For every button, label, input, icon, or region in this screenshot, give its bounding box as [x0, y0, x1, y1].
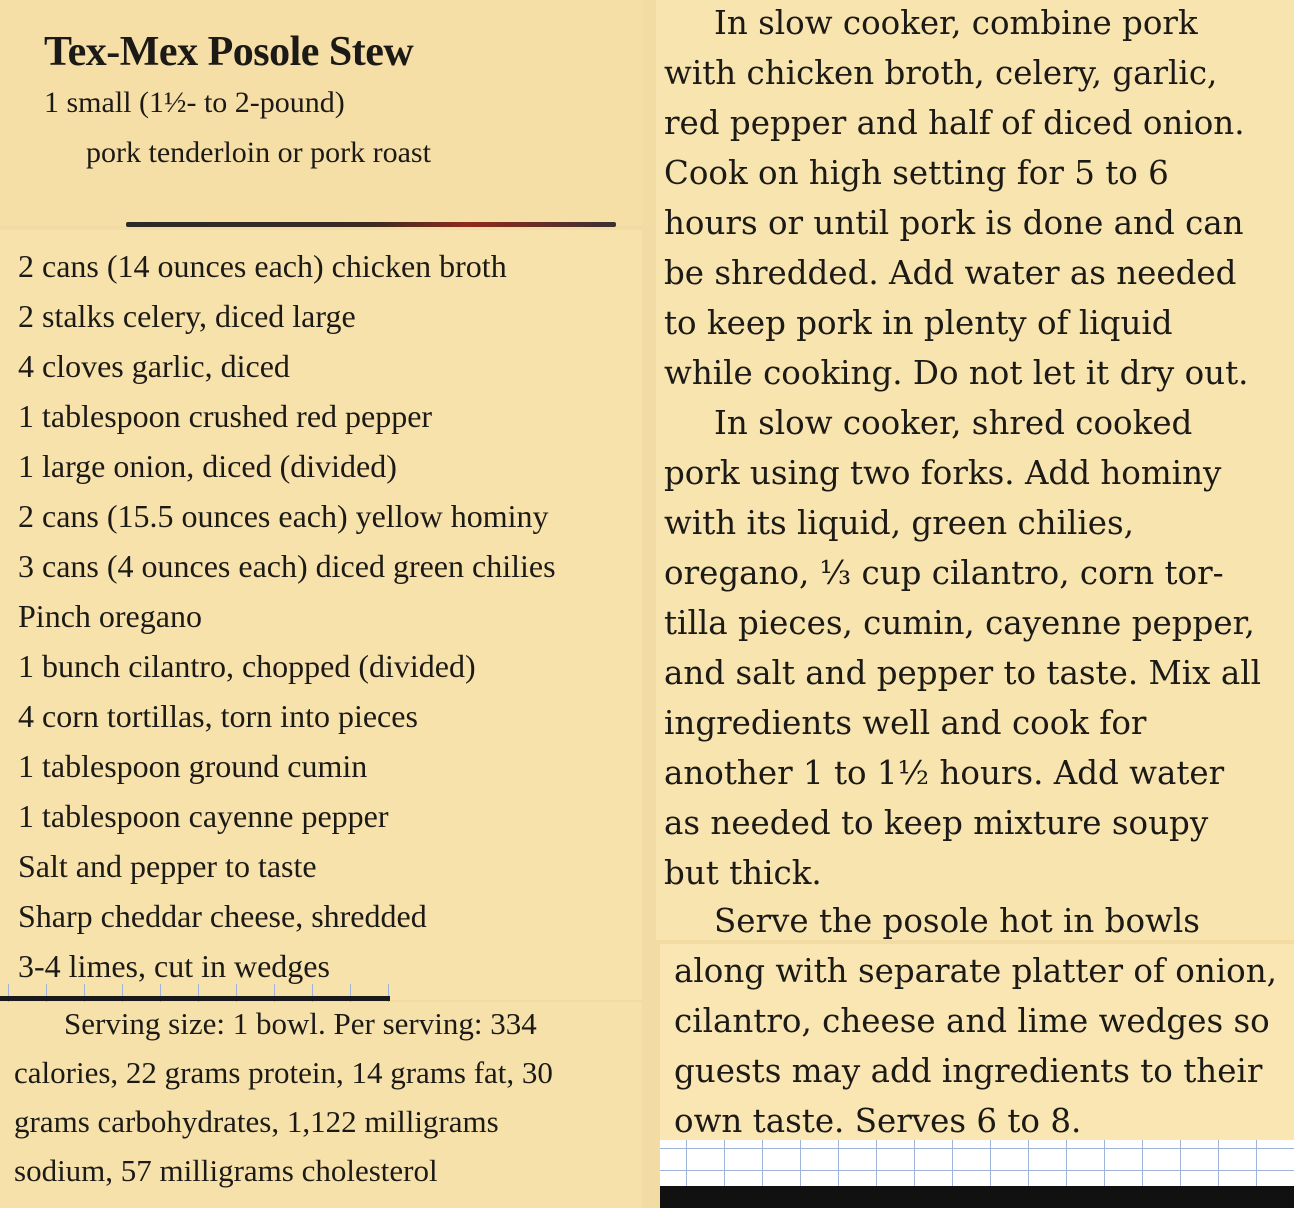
ingredient-item: 1 tablespoon ground cumin [18, 748, 368, 784]
direction-line: be shredded. Add water as needed [664, 254, 1237, 292]
direction-line: hours or until pork is done and can [664, 204, 1244, 242]
direction-line: ingredients well and cook for [664, 704, 1147, 742]
ingredients-clipping [0, 230, 642, 1000]
direction-line: oregano, ⅓ cup cilantro, corn tor- [664, 554, 1224, 592]
divider-rule [126, 222, 616, 227]
header-ingredient-line-1: 1 small (1½- to 2-pound) [44, 86, 345, 119]
direction-line: red pepper and half of diced onion. [664, 104, 1245, 142]
ingredient-item: 1 large onion, diced (divided) [18, 448, 397, 484]
directions-continued-clipping [660, 944, 1294, 1140]
direction-line: another 1 to 1½ hours. Add water [664, 754, 1225, 792]
direction-line: as needed to keep mixture soupy [664, 804, 1209, 842]
direction-line: In slow cooker, shred cooked [714, 404, 1193, 442]
direction-line: Cook on high setting for 5 to 6 [664, 154, 1169, 192]
ingredient-item: 1 bunch cilantro, chopped (divided) [18, 648, 476, 684]
direction-line: own taste. Serves 6 to 8. [674, 1102, 1082, 1140]
direction-line: and salt and pepper to taste. Mix all [664, 654, 1261, 692]
nutrition-line: Serving size: 1 bowl. Per serving: 334 [64, 1006, 537, 1041]
direction-line: along with separate platter of onion, [674, 952, 1278, 990]
divider-rule [0, 996, 390, 1001]
header-ingredient-line-2: pork tenderloin or pork roast [86, 136, 431, 169]
direction-line: while cooking. Do not let it dry out. [664, 354, 1249, 392]
direction-line: Serve the posole hot in bowls [714, 902, 1200, 940]
ingredient-item: 2 cans (15.5 ounces each) yellow hominy [18, 498, 549, 534]
title-clipping [0, 0, 642, 226]
graph-paper-strip [660, 1140, 1294, 1208]
direction-line: tilla pieces, cumin, cayenne pepper, [664, 604, 1255, 642]
recipe-title: Tex-Mex Posole Stew [44, 29, 414, 75]
directions-clipping [656, 0, 1294, 940]
ingredient-item: Sharp cheddar cheese, shredded [18, 898, 427, 934]
ingredient-item: 4 corn tortillas, torn into pieces [18, 698, 418, 734]
direction-line: guests may add ingredients to their [674, 1052, 1263, 1090]
direction-line: with chicken broth, celery, garlic, [664, 54, 1218, 92]
ingredient-item: 1 tablespoon cayenne pepper [18, 798, 389, 834]
ingredient-item: 3-4 limes, cut in wedges [18, 948, 330, 984]
nutrition-line: grams carbohydrates, 1,122 milligrams [14, 1104, 499, 1139]
ingredient-item: Salt and pepper to taste [18, 848, 317, 884]
ingredient-item: Pinch oregano [18, 598, 202, 634]
ingredient-item: 2 stalks celery, diced large [18, 298, 356, 334]
nutrition-line: sodium, 57 milligrams cholesterol [14, 1153, 438, 1188]
direction-line: to keep pork in plenty of liquid [664, 304, 1173, 342]
ingredient-item: 4 cloves garlic, diced [18, 348, 290, 384]
direction-line: In slow cooker, combine pork [714, 4, 1198, 42]
ingredient-item: 2 cans (14 ounces each) chicken broth [18, 248, 507, 284]
direction-line: but thick. [664, 854, 822, 892]
direction-line: pork using two forks. Add hominy [664, 454, 1222, 492]
ingredient-item: 1 tablespoon crushed red pepper [18, 398, 433, 434]
nutrition-clipping [0, 1002, 642, 1208]
direction-line: cilantro, cheese and lime wedges so [674, 1002, 1270, 1040]
ingredient-item: 3 cans (4 ounces each) diced green chilies [18, 548, 556, 584]
scan-edge [660, 1186, 1294, 1208]
direction-line: with its liquid, green chilies, [664, 504, 1135, 542]
nutrition-line: calories, 22 grams protein, 14 grams fat, 30 [14, 1055, 553, 1090]
